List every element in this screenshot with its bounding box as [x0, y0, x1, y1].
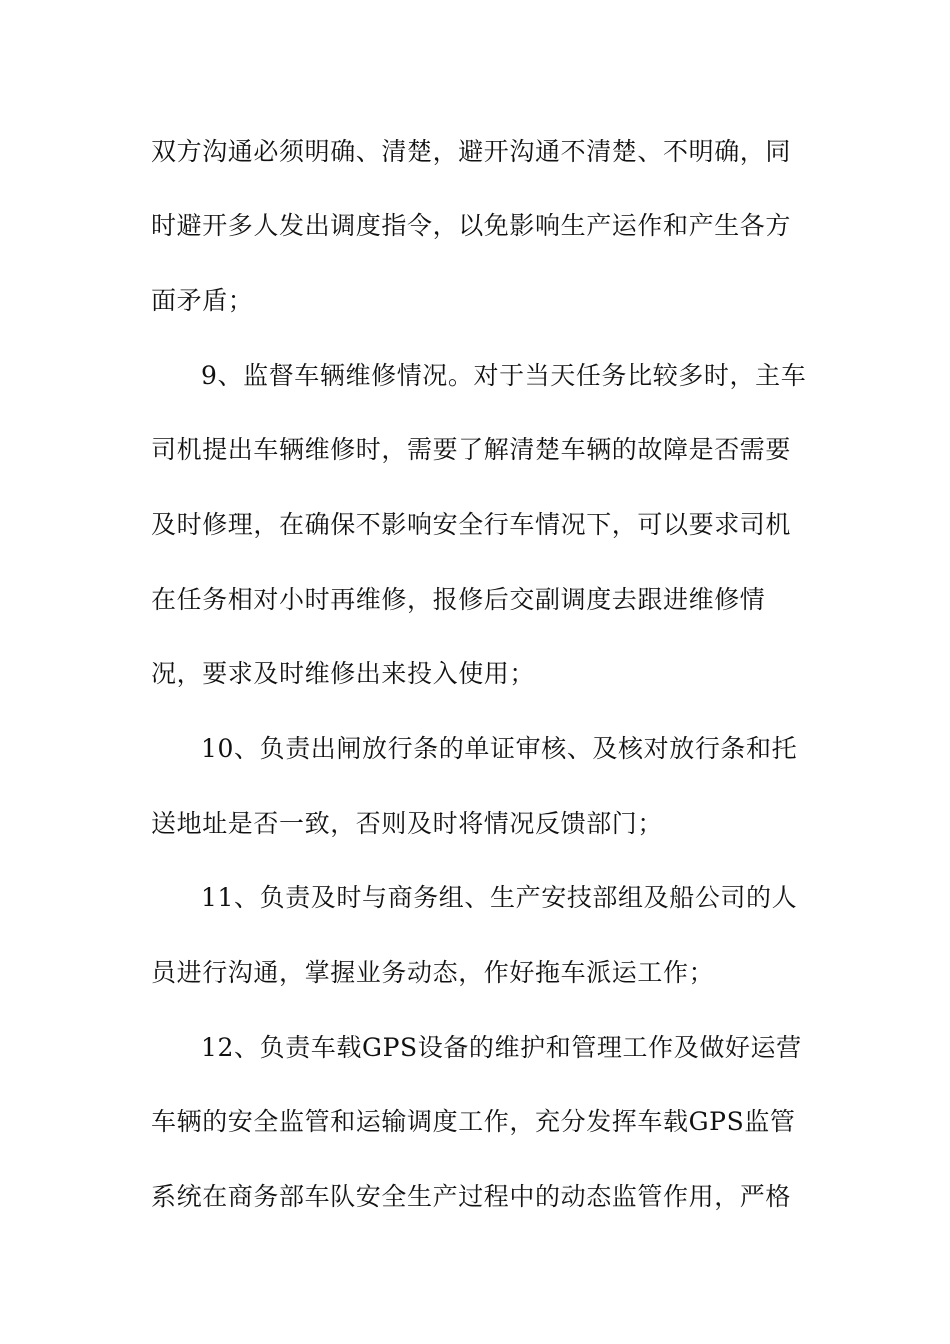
- text-line: 面矛盾；: [151, 286, 254, 315]
- text-line: 及时修理，在确保不影响安全行车情况下，可以要求司机: [151, 510, 792, 539]
- paragraph-11-start: 11、负责及时与商务组、生产安技部组及船公司的人: [201, 883, 798, 912]
- text-line: 时避开多人发出调度指令，以免影响生产运作和产生各方: [151, 211, 792, 240]
- text-line: 双方沟通必须明确、清楚，避开沟通不清楚、不明确，同: [151, 137, 792, 166]
- paragraph-12-start: 12、负责车载GPS设备的维护和管理工作及做好运营: [201, 1033, 802, 1062]
- paragraph-10-start: 10、负责出闸放行条的单证审核、及核对放行条和托: [201, 734, 798, 763]
- text-line: 在任务相对小时再维修，报修后交副调度去跟进维修情: [151, 585, 766, 614]
- text-line: 系统在商务部车队安全生产过程中的动态监管作用，严格: [151, 1182, 792, 1211]
- text-line: 送地址是否一致，否则及时将情况反馈部门；: [151, 809, 664, 838]
- text-line: 员进行沟通，掌握业务动态，作好拖车派运工作；: [151, 958, 715, 987]
- text-line: 司机提出车辆维修时，需要了解清楚车辆的故障是否需要: [151, 435, 792, 464]
- text-line: 车辆的安全监管和运输调度工作，充分发挥车载GPS监管: [151, 1107, 796, 1136]
- text-line: 况，要求及时维修出来投入使用；: [151, 659, 536, 688]
- paragraph-9-start: 9、监督车辆维修情况。对于当天任务比较多时，主车: [201, 361, 807, 390]
